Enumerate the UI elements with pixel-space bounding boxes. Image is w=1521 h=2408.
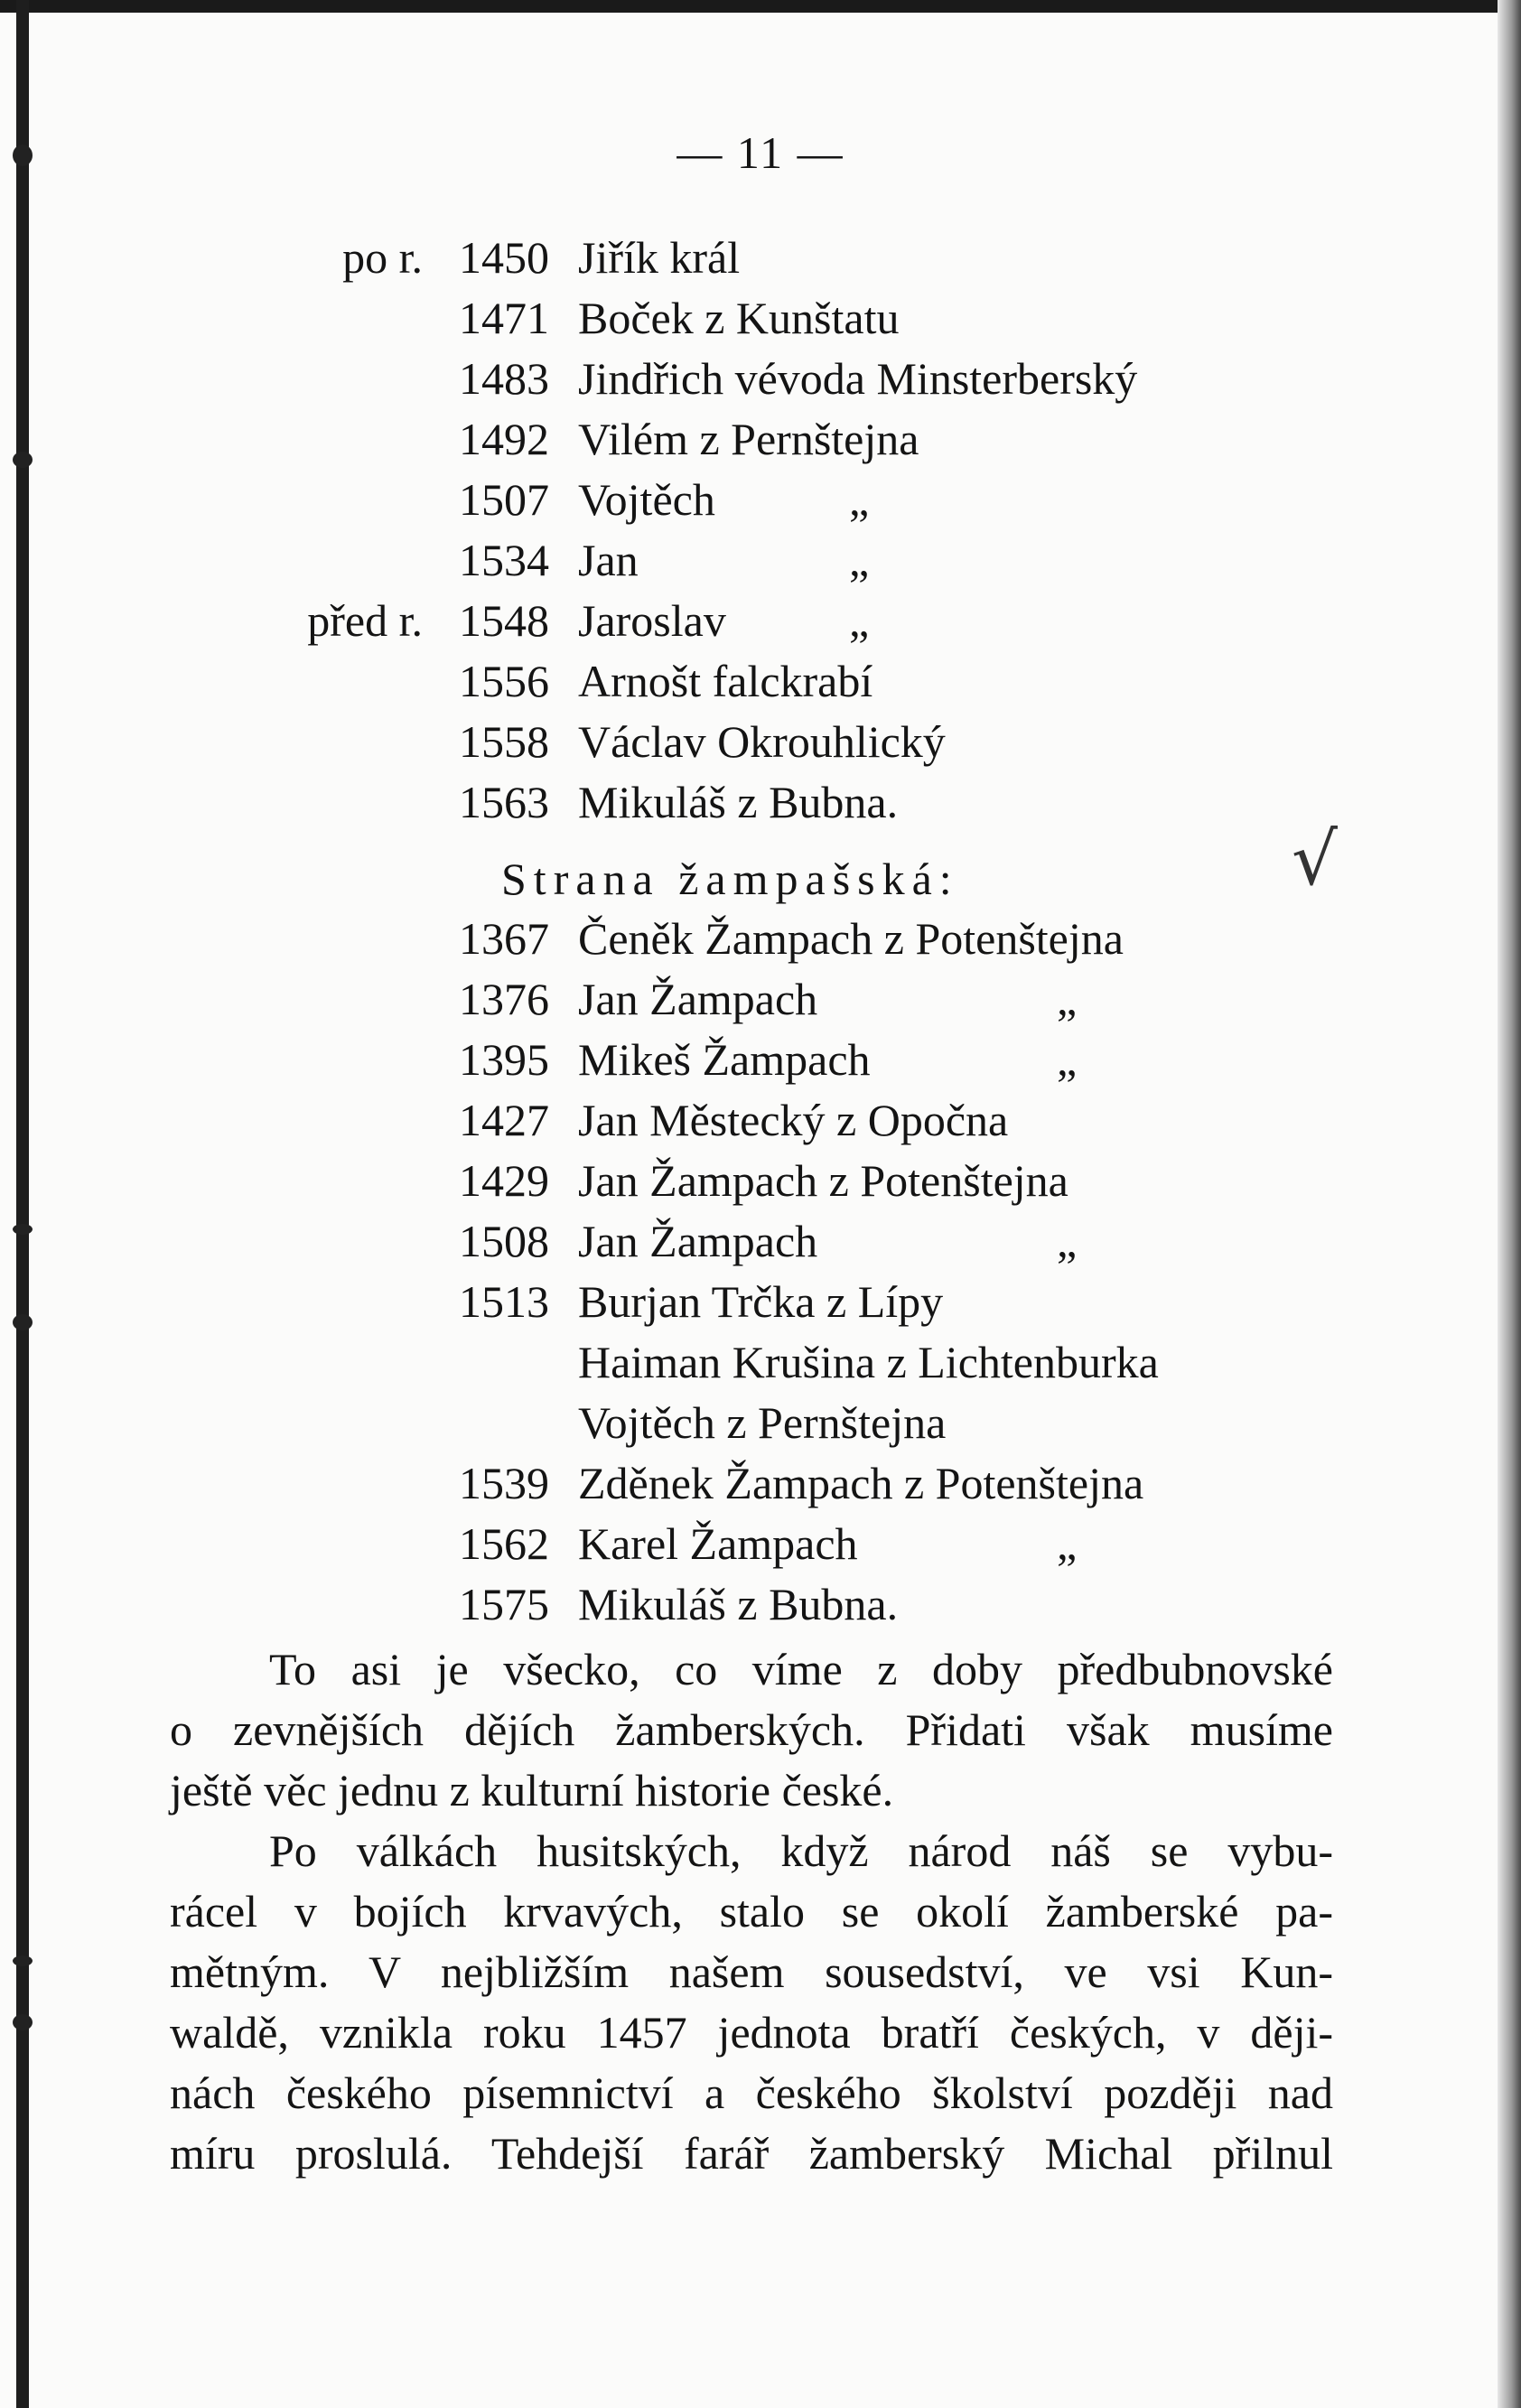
scan-speck bbox=[13, 2014, 33, 2030]
list-entry bbox=[0, 1332, 1521, 1392]
entry-year: 1534 bbox=[459, 535, 549, 585]
list-entry bbox=[0, 1393, 1521, 1452]
entry-name: Jan Žampach bbox=[578, 1216, 818, 1266]
entry-year: 1575 bbox=[459, 1579, 549, 1629]
entry-year: 1367 bbox=[459, 913, 549, 964]
entry-name: Jan Žampach bbox=[578, 974, 818, 1024]
scan-speck bbox=[13, 452, 33, 468]
list-entry bbox=[0, 712, 1521, 771]
entry-prefix: po r. bbox=[342, 232, 423, 283]
entry-year: 1492 bbox=[459, 414, 549, 464]
entry-ditto-mark: „ bbox=[1057, 1518, 1078, 1569]
list-entry bbox=[0, 651, 1521, 711]
entry-year: 1558 bbox=[459, 716, 549, 767]
list-entry bbox=[0, 1453, 1521, 1513]
entry-year: 1507 bbox=[459, 474, 549, 525]
paragraph-line: mětným. V nejbližším našem sousedství, ve vsi Kun- bbox=[170, 1946, 1333, 1997]
list-entry bbox=[0, 1272, 1521, 1331]
entry-name: Burjan Trčka z Lípy bbox=[578, 1276, 944, 1327]
entry-year: 1562 bbox=[459, 1518, 549, 1569]
list-entry bbox=[0, 909, 1521, 968]
entry-ditto-mark: „ bbox=[849, 474, 870, 525]
paragraph-line: To asi je všecko, co víme z doby předbubnovské bbox=[269, 1644, 1333, 1694]
entry-name: Mikeš Žampach bbox=[578, 1034, 871, 1085]
entry-name: Vilém z Pernštejna bbox=[578, 414, 919, 464]
entry-name: Čeněk Žampach z Potenštejna bbox=[578, 913, 1124, 964]
entry-ditto-mark: „ bbox=[849, 535, 870, 585]
paragraph-two bbox=[170, 1821, 1333, 2184]
entry-name: Karel Žampach bbox=[578, 1518, 858, 1569]
paragraph-one bbox=[170, 1639, 1333, 1821]
entry-year: 1395 bbox=[459, 1034, 549, 1085]
entry-ditto-mark: „ bbox=[1057, 1034, 1078, 1085]
entry-name: Jindřich vévoda Minsterberský bbox=[578, 353, 1138, 404]
scan-top-edge bbox=[0, 0, 1521, 13]
entry-year: 1471 bbox=[459, 293, 549, 343]
paragraph-line: o zevnějších dějích žamberských. Přidati však musíme bbox=[170, 1704, 1333, 1755]
list-entry bbox=[0, 470, 1521, 529]
paragraph-line: ještě věc jednu z kulturní historie české. bbox=[170, 1765, 894, 1815]
list-entry bbox=[0, 288, 1521, 348]
entry-name: Vojtěch bbox=[578, 474, 715, 525]
list-entry bbox=[0, 1090, 1521, 1150]
scan-speck bbox=[13, 1224, 33, 1235]
entry-prefix: před r. bbox=[307, 595, 423, 646]
scan-speck bbox=[13, 1955, 33, 1966]
entry-name: Haiman Krušina z Lichtenburka bbox=[578, 1337, 1159, 1387]
entry-name: Mikuláš z Bubna. bbox=[578, 777, 899, 827]
entry-name: Václav Okrouhlický bbox=[578, 716, 946, 767]
list-entry bbox=[0, 969, 1521, 1029]
entry-ditto-mark: „ bbox=[1057, 974, 1078, 1024]
entry-name: Jiřík král bbox=[578, 232, 741, 283]
entry-name: Jaroslav bbox=[578, 595, 726, 646]
entry-name: Vojtěch z Pernštejna bbox=[578, 1397, 947, 1448]
entry-year: 1376 bbox=[459, 974, 549, 1024]
entry-year: 1563 bbox=[459, 777, 549, 827]
entry-year: 1539 bbox=[459, 1458, 549, 1508]
list-entry bbox=[0, 530, 1521, 590]
entry-year: 1427 bbox=[459, 1095, 549, 1145]
scan-speck bbox=[13, 145, 33, 166]
entry-name: Zděnek Žampach z Potenštejna bbox=[578, 1458, 1144, 1508]
entry-ditto-mark: „ bbox=[1057, 1216, 1078, 1266]
entry-year: 1508 bbox=[459, 1216, 549, 1266]
entry-year: 1556 bbox=[459, 656, 549, 706]
list-entry bbox=[0, 349, 1521, 408]
margin-check-mark: √ bbox=[1292, 817, 1338, 901]
entry-ditto-mark: „ bbox=[849, 595, 870, 646]
paragraph-line: rácel v bojích krvavých, stalo se okolí žamberské pa- bbox=[170, 1886, 1333, 1937]
paragraph-line: nách českého písemnictví a českého školství později nad bbox=[170, 2067, 1333, 2118]
paragraph-line: waldě, vznikla roku 1457 jednota bratří českých, v ději- bbox=[170, 2007, 1333, 2058]
page-number: — 11 — bbox=[677, 127, 844, 178]
list-entry bbox=[0, 1211, 1521, 1271]
paragraph-line: míru proslulá. Tehdejší farář žamberský Michal přilnul bbox=[170, 2128, 1333, 2179]
entry-name: Arnošt falckrabí bbox=[578, 656, 873, 706]
list-entry bbox=[0, 591, 1521, 650]
entry-name: Boček z Kunštatu bbox=[578, 293, 900, 343]
entry-year: 1483 bbox=[459, 353, 549, 404]
entry-year: 1513 bbox=[459, 1276, 549, 1327]
list-entry bbox=[0, 1514, 1521, 1573]
entry-year: 1548 bbox=[459, 595, 549, 646]
entry-year: 1450 bbox=[459, 232, 549, 283]
entry-name: Jan bbox=[578, 535, 639, 585]
entry-year: 1429 bbox=[459, 1155, 549, 1206]
entry-name: Mikuláš z Bubna. bbox=[578, 1579, 899, 1629]
scan-speck bbox=[13, 1314, 33, 1330]
list-entry bbox=[0, 409, 1521, 469]
list-entry bbox=[0, 1030, 1521, 1089]
section-heading: Strana žampašská: bbox=[501, 854, 959, 904]
list-entry bbox=[0, 1151, 1521, 1210]
list-entry bbox=[0, 1574, 1521, 1634]
entry-name: Jan Žampach z Potenštejna bbox=[578, 1155, 1068, 1206]
entry-name: Jan Městecký z Opočna bbox=[578, 1095, 1009, 1145]
paragraph-line: Po válkách husitských, když národ náš se vybu- bbox=[269, 1825, 1333, 1876]
list-entry bbox=[0, 228, 1521, 287]
